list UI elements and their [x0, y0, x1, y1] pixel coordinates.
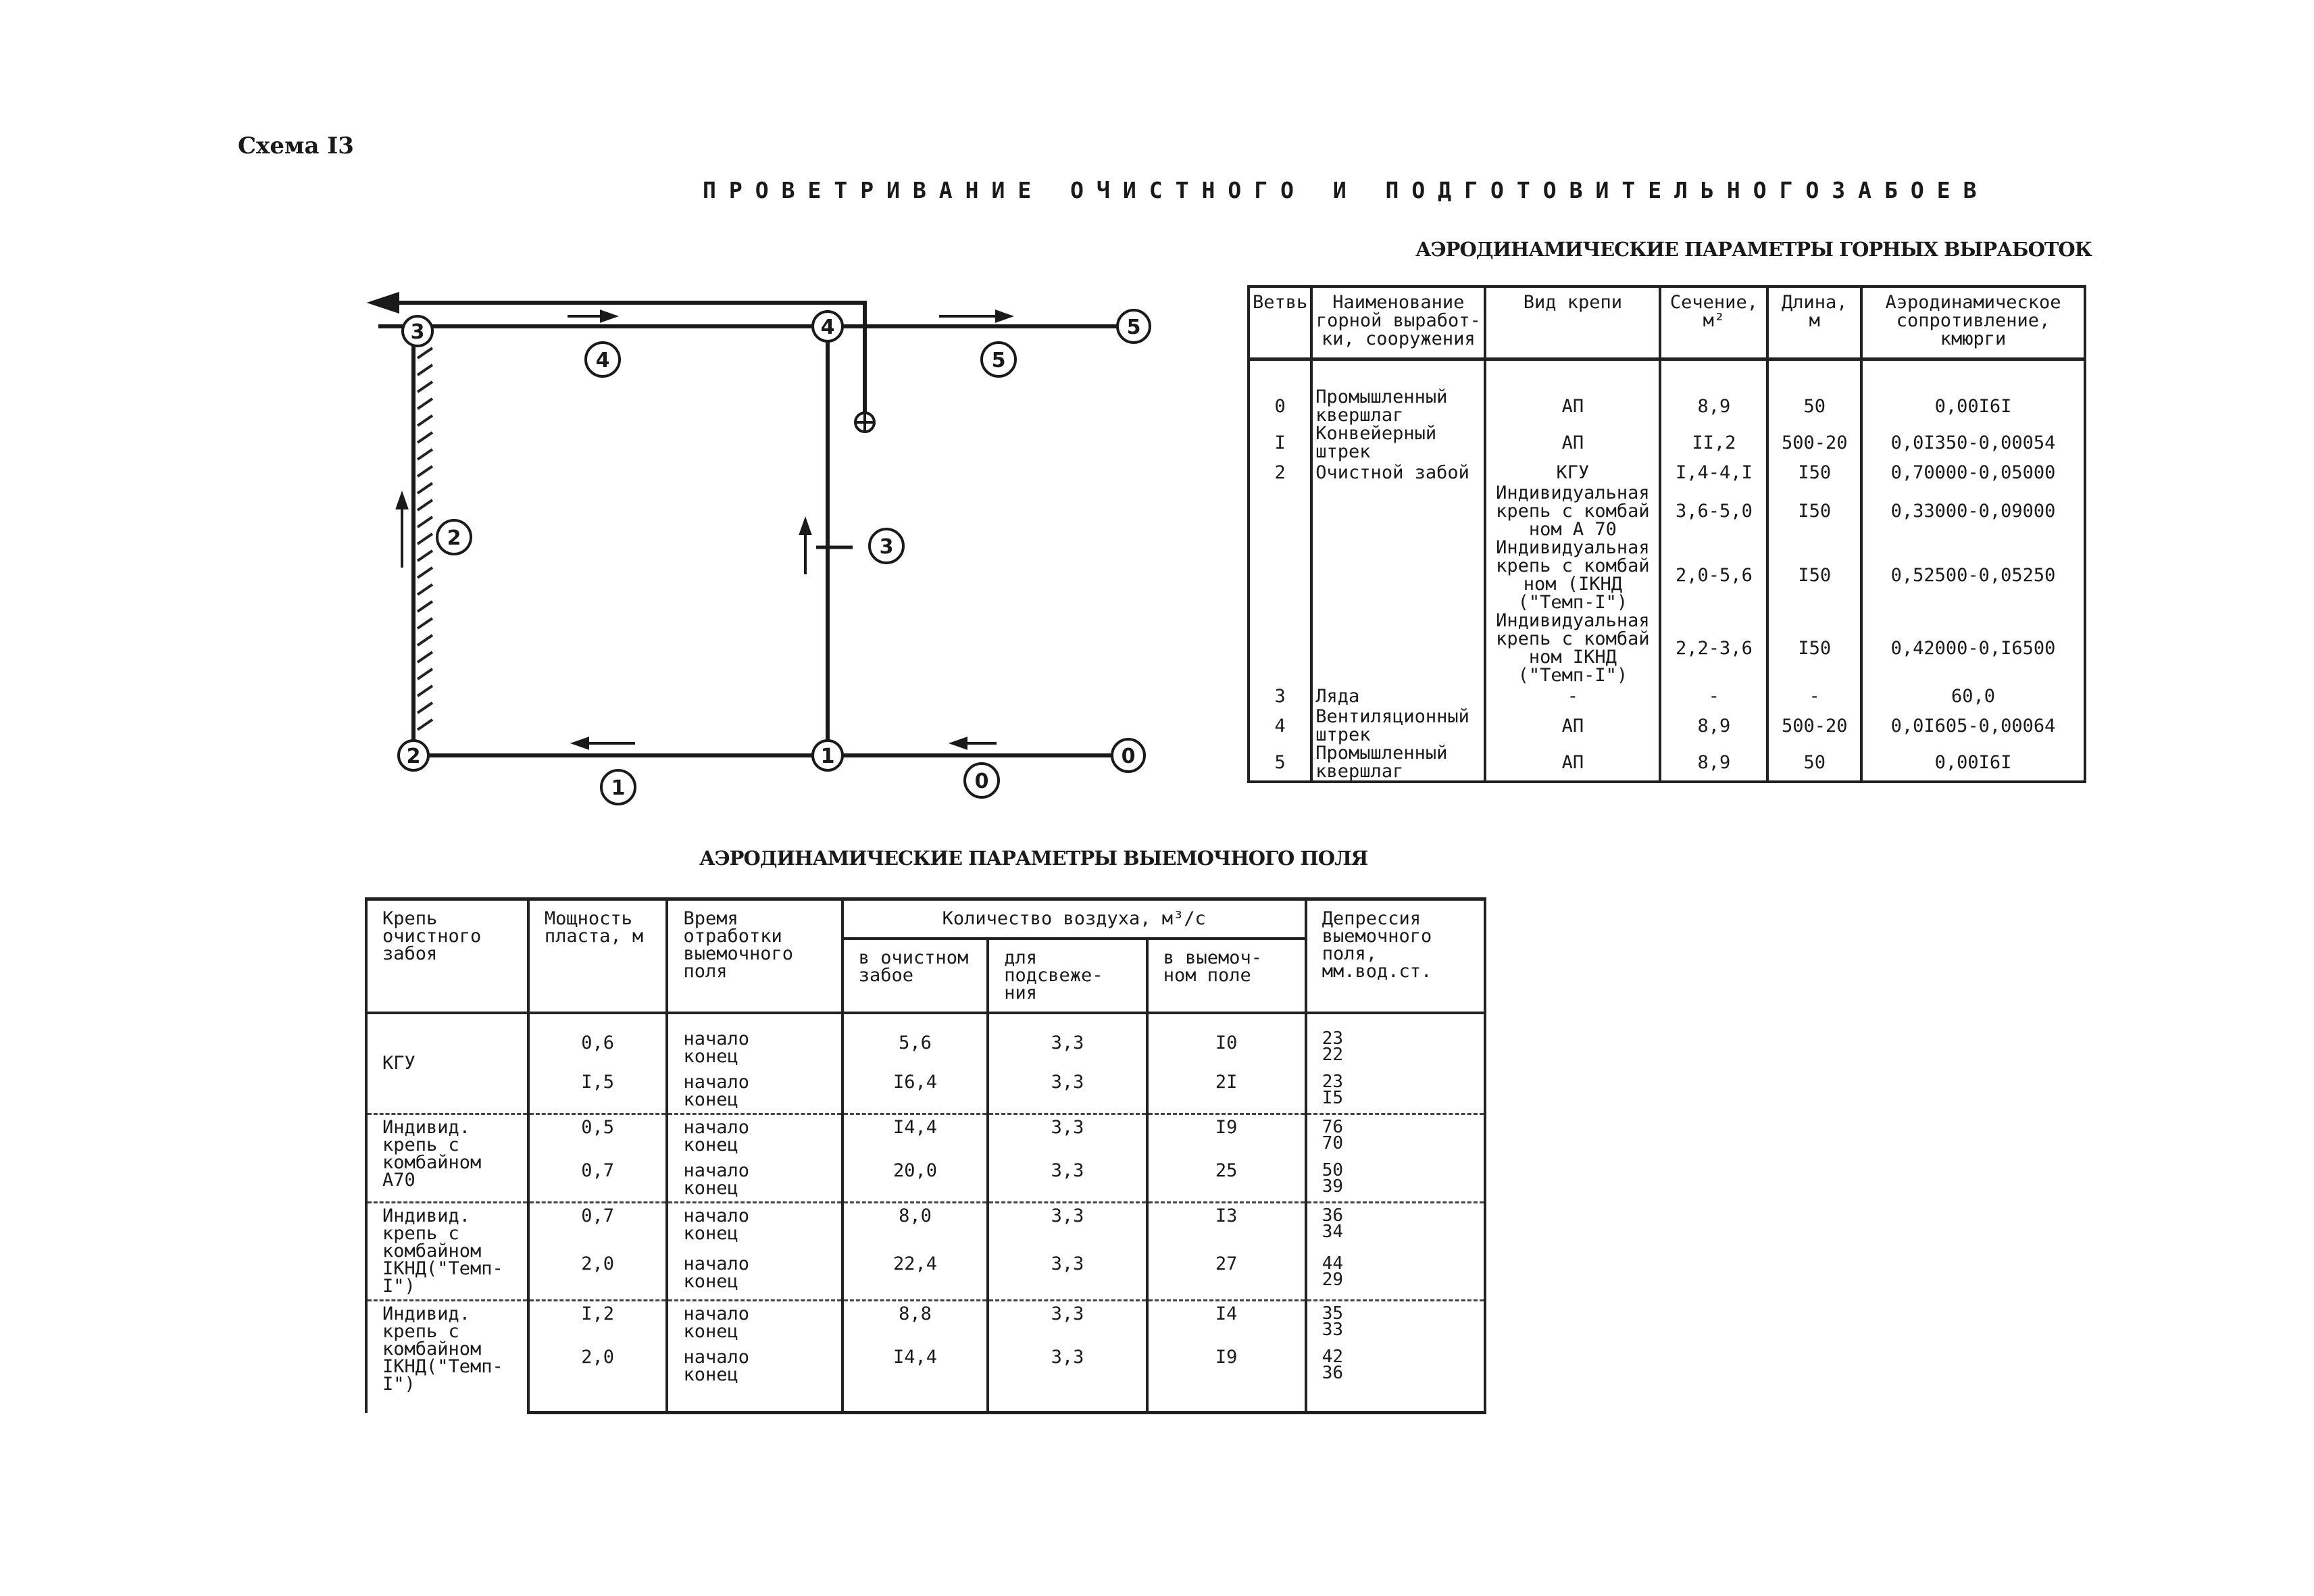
cell: I50: [1767, 461, 1861, 484]
cell: 50: [1767, 359, 1861, 425]
col-header: Длина, м: [1767, 286, 1861, 359]
time-end: конец: [683, 1134, 738, 1155]
cell: АП: [1485, 744, 1660, 782]
branch-label: 0: [974, 770, 989, 793]
cell: 0,5: [528, 1114, 668, 1159]
cell: 3,3: [988, 1158, 1147, 1203]
cell: 3,3: [988, 1013, 1147, 1070]
support-cell: Индивид. крепь с комбайном А70: [366, 1114, 528, 1203]
cell: 3,3: [988, 1070, 1147, 1114]
cell: 2,2-3,6: [1660, 612, 1767, 684]
cell: АП: [1485, 359, 1660, 425]
cell: -: [1485, 684, 1660, 707]
table-row: [1249, 484, 2085, 539]
exit-arrow-icon: [373, 295, 828, 311]
table-row: [366, 1345, 1485, 1413]
cell: I50: [1767, 484, 1861, 539]
col-header: Аэродинамическое сопротивление, кмюрги: [1861, 286, 2085, 359]
node-label: 3: [410, 320, 425, 344]
time-end: конец: [683, 1364, 738, 1385]
cell: 0,00I6I: [1861, 359, 2085, 425]
cell: 0,70000-0,05000: [1861, 461, 2085, 484]
cell: 0,0I350-0,00054: [1861, 424, 2085, 461]
cell: -: [1660, 684, 1767, 707]
cell: [1311, 539, 1485, 612]
time-end: конец: [683, 1321, 738, 1342]
cell: 0,00I6I: [1861, 744, 2085, 782]
cell: I: [1249, 424, 1311, 461]
time-start: начало: [683, 1072, 749, 1093]
cell: I3: [1147, 1203, 1306, 1252]
dep-start: 23: [1322, 1072, 1343, 1092]
dep-end: 22: [1322, 1045, 1343, 1065]
time-start: начало: [683, 1253, 749, 1274]
cell: 0,33000-0,09000: [1861, 484, 2085, 539]
time-start: начало: [683, 1117, 749, 1138]
node-label: 2: [406, 745, 421, 768]
cell: 0,7: [528, 1158, 668, 1203]
table-row: [366, 1070, 1485, 1114]
cell: Вентиляционный штрек: [1311, 707, 1485, 744]
cell: 8,9: [1660, 707, 1767, 744]
dep-start: 23: [1322, 1028, 1343, 1049]
cell: КГУ: [1485, 461, 1660, 484]
branch-label: 4: [595, 349, 610, 372]
cell: I6,4: [842, 1070, 988, 1114]
branch-label: 2: [447, 526, 461, 550]
dep-end: I5: [1322, 1088, 1343, 1108]
cell: 2I: [1147, 1070, 1306, 1114]
support-cell: Индивид. крепь с комбайном IКНД("Темп-I"): [366, 1203, 528, 1301]
table-row: [1249, 612, 2085, 684]
cell: Промышленный квершлаг: [1311, 359, 1485, 425]
ventilation-diagram: [0, 0, 1284, 878]
time-end: конец: [683, 1089, 738, 1110]
col-header: в очистном забое: [842, 939, 988, 1013]
time-end: конец: [683, 1178, 738, 1199]
cell: I4,4: [842, 1114, 988, 1159]
cell: [1249, 612, 1311, 684]
support-cell: Индивид. крепь с комбайном IКНД("Темп-I"): [366, 1301, 528, 1413]
page-title: ПРОВЕТРИВАНИЕ ОЧИСТНОГО И ПОДГОТОВИТЕЛЬНОГОЗАБОЕВ: [703, 177, 1990, 203]
col-header: в выемоч-ном поле: [1147, 939, 1306, 1013]
dep-start: 76: [1322, 1117, 1343, 1137]
col-header: Время отработки выемочного поля: [667, 899, 842, 1014]
cell: АП: [1485, 707, 1660, 744]
table-row: [1249, 539, 2085, 612]
time-end: конец: [683, 1223, 738, 1244]
cell: 27: [1147, 1251, 1306, 1301]
cell: 500-20: [1767, 424, 1861, 461]
mine-table-title: АЭРОДИНАМИЧЕСКИЕ ПАРАМЕТРЫ ГОРНЫХ ВЫРАБОТОК: [1415, 238, 2092, 261]
cell: Индивидуальная крепь с комбай ном А 70: [1485, 484, 1660, 539]
cell: 0,6: [528, 1013, 668, 1070]
cell: 0: [1249, 359, 1311, 425]
cell: 2,0-5,6: [1660, 539, 1767, 612]
cell: Конвейерный штрек: [1311, 424, 1485, 461]
cell: 2: [1249, 461, 1311, 484]
cell: 8,0: [842, 1203, 988, 1252]
time-start: начало: [683, 1303, 749, 1324]
table-row: [366, 1301, 1485, 1345]
cell: 4: [1249, 707, 1311, 744]
node-label: 4: [820, 316, 835, 339]
cell: 3,3: [988, 1301, 1147, 1345]
cell: 2,0: [528, 1345, 668, 1413]
cell: 22,4: [842, 1251, 988, 1301]
cell: 20,0: [842, 1158, 988, 1203]
cell: Индивидуальная крепь с комбай ном (IКНД ("Темп-I"): [1485, 539, 1660, 612]
branch-label: 3: [879, 535, 894, 559]
table-row: [366, 1013, 1485, 1070]
flow-arrow-icon: [801, 520, 810, 574]
cell: 5,6: [842, 1013, 988, 1070]
table-row: [1249, 684, 2085, 707]
dep-end: 33: [1322, 1320, 1343, 1340]
col-header: Сечение, м²: [1660, 286, 1767, 359]
cell: II,2: [1660, 424, 1767, 461]
extraction-field-table: [365, 897, 1486, 1414]
cell: Ляда: [1311, 684, 1485, 707]
cell: [1311, 484, 1485, 539]
cell: Индивидуальная крепь с комбай ном IКНД ("Темп-I"): [1485, 612, 1660, 684]
cell: 2,0: [528, 1251, 668, 1301]
cell: I4: [1147, 1301, 1306, 1345]
col-header: Количество воздуха, м³/с: [842, 899, 1306, 939]
node-label: 1: [820, 745, 835, 768]
scheme-label: Схема I3: [238, 132, 354, 159]
time-start: начало: [683, 1028, 749, 1049]
dep-start: 35: [1322, 1303, 1343, 1324]
cell: 3,3: [988, 1114, 1147, 1159]
dep-start: 36: [1322, 1205, 1343, 1226]
cell: 25: [1147, 1158, 1306, 1203]
node-label: 0: [1121, 745, 1136, 768]
cell: I,4-4,I: [1660, 461, 1767, 484]
time-end: конец: [683, 1046, 738, 1067]
cell: -: [1767, 684, 1861, 707]
cell: 0,7: [528, 1203, 668, 1252]
col-header: Мощность пласта, м: [528, 899, 668, 1014]
flow-arrow-icon: [574, 739, 635, 748]
field-table-title: АЭРОДИНАМИЧЕСКИЕ ПАРАМЕТРЫ ВЫЕМОЧНОГО ПОЛЯ: [699, 847, 1368, 870]
cell: [1311, 612, 1485, 684]
cell: 60,0: [1861, 684, 2085, 707]
cell: 3,3: [988, 1251, 1147, 1301]
dep-end: 29: [1322, 1270, 1343, 1290]
dep-end: 36: [1322, 1363, 1343, 1383]
cell: 8,9: [1660, 359, 1767, 425]
table-row: [366, 1114, 1485, 1159]
table-row: [1249, 359, 2085, 425]
dep-end: 39: [1322, 1176, 1343, 1197]
cell: 0,0I605-0,00064: [1861, 707, 2085, 744]
cell: 8,8: [842, 1301, 988, 1345]
cell: 50: [1767, 744, 1861, 782]
cell: I0: [1147, 1013, 1306, 1070]
time-start: начало: [683, 1160, 749, 1181]
col-header: Наименование горной выработ-ки, сооружения: [1311, 286, 1485, 359]
branch-label: 1: [611, 776, 626, 800]
support-cell: КГУ: [366, 1013, 528, 1114]
cell: I50: [1767, 539, 1861, 612]
flow-arrow-icon: [953, 739, 997, 748]
table-row: [1249, 744, 2085, 782]
flow-arrow-icon: [397, 495, 407, 568]
cell: 500-20: [1767, 707, 1861, 744]
cell: Очистной забой: [1311, 461, 1485, 484]
col-header: Ветвь: [1249, 286, 1311, 359]
cell: [1249, 484, 1311, 539]
col-header: Крепь очистного забоя: [366, 899, 528, 1014]
cell: 8,9: [1660, 744, 1767, 782]
time-start: начало: [683, 1347, 749, 1368]
dep-start: 50: [1322, 1160, 1343, 1180]
flow-arrow-icon: [568, 311, 615, 321]
table-row: [1249, 461, 2085, 484]
time-start: начало: [683, 1205, 749, 1226]
cell: 5: [1249, 744, 1311, 782]
col-header: Депрессия выемочного поля, мм.вод.ст.: [1306, 899, 1485, 1014]
dep-end: 70: [1322, 1133, 1343, 1153]
cell: 3: [1249, 684, 1311, 707]
cell: Промышленный квершлаг: [1311, 744, 1485, 782]
branch-label: 5: [991, 349, 1006, 372]
node-label: 5: [1126, 316, 1141, 339]
fan-icon: [855, 413, 874, 432]
cell: I9: [1147, 1345, 1306, 1413]
dep-start: 44: [1322, 1253, 1343, 1274]
cell: 0,42000-0,I6500: [1861, 612, 2085, 684]
cell: АП: [1485, 424, 1660, 461]
flow-arrow-icon: [939, 311, 1010, 321]
hatched-face: [418, 331, 432, 730]
cell: 3,6-5,0: [1660, 484, 1767, 539]
cell: 3,3: [988, 1345, 1147, 1413]
cell: [1249, 539, 1311, 612]
table-row: [1249, 707, 2085, 744]
table-row: [1249, 424, 2085, 461]
table-row: [366, 1158, 1485, 1203]
mine-workings-table: [1247, 285, 2086, 783]
cell: I50: [1767, 612, 1861, 684]
cell: I,2: [528, 1301, 668, 1345]
cell: I4,4: [842, 1345, 988, 1413]
cell: 0,52500-0,05250: [1861, 539, 2085, 612]
cell: I9: [1147, 1114, 1306, 1159]
table-row: [366, 1203, 1485, 1252]
table-row: [366, 1251, 1485, 1301]
cell: I,5: [528, 1070, 668, 1114]
dep-end: 34: [1322, 1222, 1343, 1242]
time-end: конец: [683, 1271, 738, 1292]
col-header: Вид крепи: [1485, 286, 1660, 359]
dep-start: 42: [1322, 1347, 1343, 1367]
col-header: для подсвеже-ния: [988, 939, 1147, 1013]
cell: 3,3: [988, 1203, 1147, 1252]
